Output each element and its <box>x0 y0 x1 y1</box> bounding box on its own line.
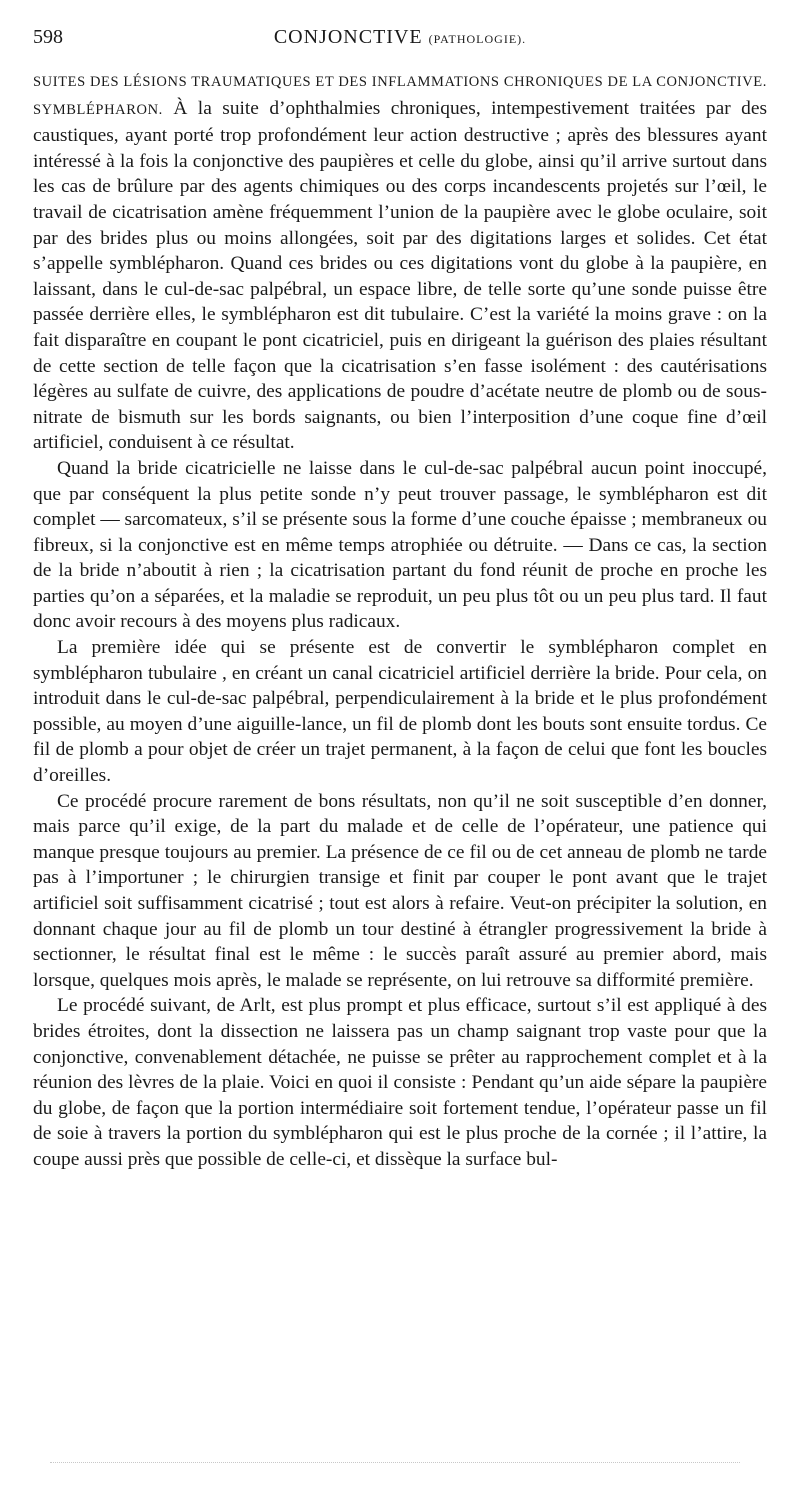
running-title <box>33 26 767 49</box>
page-number: 598 <box>33 26 63 48</box>
running-title-main: CONJONCTIVE <box>273 26 423 48</box>
paragraph-1-text: À la suite d’ophthalmies chroniques, intempestivement traitées par des caustiques, ayant porté trop profondément leur action destructive ; après des blessures ayant intéressé à la fois la conjonctive des paupières et celle du globe, ainsi qu’il arrive surtout dans les cas de brûlure par des agents chimiques ou des corps incandescents projetés sur l’œil, le travail de cicatrisation amène fréquemment l’union de la paupière avec le globe oculaire, soit par des brides plus ou moins allongées, soit par des digitations larges et solides. Cet état s’appelle symblépharon. Quand ces brides ou ces digitations vont du globe à la paupière, en laissant, dans le cul-de-sac palpébral, un espace libre, de telle sorte qu’une sonde puisse être passée derrière elles, le symblépharon est dit tubulaire. C’est la variété la moins grave : on la fait disparaître en coupant le pont cicatriciel, puis en dirigeant la guérison des plaies résultant de cette section de telle façon que la cicatrisation s’en fasse isolément : des cautérisations légères au sulfate de cuivre, des applications de poudre d’acétate neutre de plomb ou de sous-nitrate de bismuth sur les bords saignants, ou bien l’interposition d’une coque fine d’œil artificiel, conduisent à ce résultat. <box>33 97 767 454</box>
paragraph-2: Quand la bride cicatricielle ne laisse dans le cul-de-sac palpébral aucun point inoccupé, que par conséquent la plus petite sonde n’y peut trouver passage, le symblépharon est dit complet — sarcomateux, s’il se présente sous la forme d’une couche épaisse ; membraneux ou fibreux, si la conjonctive est en même temps atrophiée ou détruite. — Dans ce cas, la section de la bride n’aboutit à rien ; la cicatrisation partant du fond réunit de proche en proche les parties qu’on a séparées, et la maladie se reproduit, un peu plus tôt ou un peu plus tard. Il faut donc avoir recours à des moyens plus radicaux. <box>33 457 767 633</box>
paragraph-4: Ce procédé procure rarement de bons résultats, non qu’il ne soit susceptible d’en donner, mais parce qu’il exige, de la part du malade et de celle de l’opérateur, une patience qui manque presque toujours au premier. La présence de ce fil ou de cet anneau de plomb ne tarde pas à l’importuner ; le chirurgien transige et finit par couper le pont avant que le trajet artificiel soit suffisamment cicatrisé ; tout est alors à refaire. Veut-on précipiter la solution, en donnant chaque jour au fil de plomb un tour destiné à étrangler progressivement la bride à sectionner, le résultat final est le même : le succès paraît assuré au premier abord, mais lorsque, quelques mois après, le malade se représente, on lui retrouve sa difformité première. <box>33 790 767 991</box>
running-title-sub: (PATHOLOGIE). <box>428 32 527 46</box>
body-text <box>33 68 767 1173</box>
paragraph-5: Le procédé suivant, de Arlt, est plus prompt et plus efficace, surtout s’il est appliqué à des brides étroites, dont la dissection ne laissera pas un champ saignant trop vaste pour que la conjonctive, convenablement détachée, ne puisse se prêter au rapprochement complet et à la réunion des lèvres de la plaie. Voici en quoi il consiste : Pendant qu’un aide sépare la paupière du globe, de façon que la portion intermédiaire soit fortement tendue, l’opérateur passe un fil de soie à travers la portion du symblépharon qui est le plus proche de la cornée ; il l’attire, la coupe aussi près que possible de celle-ci, et dissèque la surface bul- <box>33 995 767 1170</box>
paragraph-1 <box>33 68 767 456</box>
footer-dotted-rule <box>50 1462 740 1463</box>
book-page <box>33 26 767 1173</box>
section-heading: SUITES DES LÉSIONS TRAUMATIQUES ET DES INFLAMMATIONS CHRONIQUES DE LA CONJONCTIVE. SYMBLÉPHARON. <box>33 74 767 118</box>
paragraph-3: La première idée qui se présente est de convertir le symblépharon complet en symblépharon tubulaire , en créant un canal cicatriciel artificiel derrière la bride. Pour cela, on introduit dans le cul-de-sac palpébral, perpendiculairement à la bride et le plus profondément possible, au moyen d’une aiguille-lance, un fil de plomb dont les bouts sont ensuite tordus. Ce fil de plomb a pour objet de créer un trajet permanent, à la façon de celui que font les boucles d’oreilles. <box>33 637 767 787</box>
page-header <box>33 26 767 56</box>
